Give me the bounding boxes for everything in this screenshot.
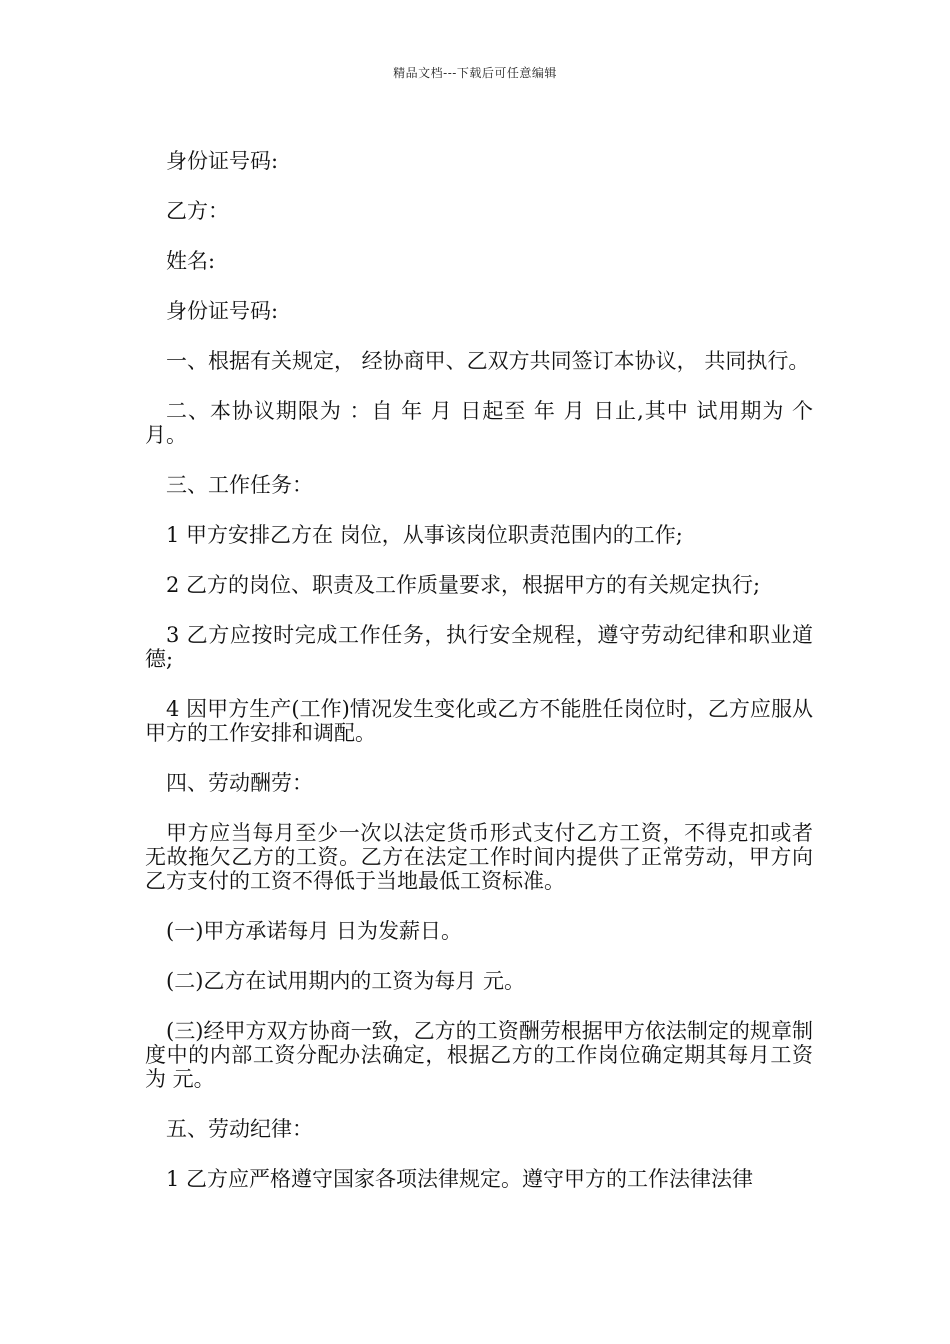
section-heading-remuneration: 四、劳动酬劳： [166, 771, 313, 795]
name-label: 姓名: [166, 249, 216, 273]
remuneration-item-1: (一)甲方承诺每月 日为发薪日。 [166, 919, 463, 943]
section-heading-work-tasks: 三、工作任务： [166, 473, 313, 497]
remuneration-item-2: (二)乙方在试用期内的工资为每月 元。 [166, 969, 526, 993]
document-body [145, 149, 813, 1217]
clause-2-term: 二、本协议期限为 ：自 年 月 日起至 年 月 日止,其中 试用期为 个月。 [145, 399, 813, 447]
remuneration-paragraph: 甲方应当每月至少一次以法定货币形式支付乙方工资，不得克扣或者无故拖欠乙方的工资。乙方在法定工作时间内提供了正常劳动，甲方向乙方支付的工资不得低于当地最低工资标准。 [145, 821, 813, 893]
work-task-item-3: 3 乙方应按时完成工作任务，执行安全规程，遵守劳动纪律和职业道德; [145, 623, 813, 671]
remuneration-item-3: (三)经甲方双方协商一致，乙方的工资酬劳根据甲方依法制定的规章制度中的内部工资分配办法确定，根据乙方的工作岗位确定期其每月工资为 元。 [145, 1019, 813, 1091]
work-task-item-2: 2 乙方的岗位、职责及工作质量要求，根据甲方的有关规定执行; [166, 573, 761, 597]
party-b-label: 乙方： [166, 199, 229, 223]
id-number-label-a: 身份证号码: [166, 149, 279, 173]
section-heading-discipline: 五、劳动纪律： [166, 1117, 313, 1141]
id-number-label-b: 身份证号码: [166, 299, 279, 323]
discipline-item-1: 1 乙方应严格遵守国家各项法律规定。遵守甲方的工作法律法律 [166, 1167, 754, 1191]
page-header: 精品文档---下载后可任意编辑 [393, 66, 557, 80]
work-task-item-1: 1 甲方安排乙方在 岗位，从事该岗位职责范围内的工作; [166, 523, 683, 547]
work-task-item-4: 4 因甲方生产(工作)情况发生变化或乙方不能胜任岗位时，乙方应服从甲方的工作安排和调配。 [145, 697, 813, 745]
clause-1: 一、根据有关规定， 经协商甲、乙双方共同签订本协议， 共同执行。 [166, 349, 810, 373]
